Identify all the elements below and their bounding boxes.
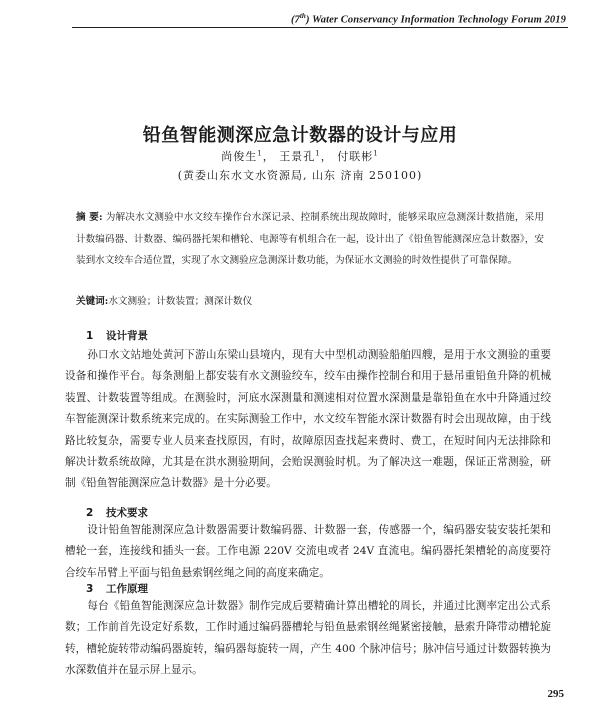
section-paragraph: 设计铅鱼智能测深应急计数器需要计数编码器、计数器一套，传感器一个，编码器安装安装托架和槽轮一套，连接线和插头一套。工作电源 220V 交流电或者 24V 直流电。编码器托架槽轮的高度要符合绞车吊臂上平面与铅鱼悬索钢丝绳之间的高度来确定。	[65, 524, 551, 579]
affiliation: (黄委山东水文水资源局, 山东 济南 250100)	[177, 169, 423, 182]
section-paragraph: 每台《铅鱼智能测深应急计数器》制作完成后要精确计算出槽轮的周长，并通过比测率定出公式系数；工作前首先设定好系数，工作时通过编码器槽轮与铅鱼悬索钢丝绳紧密接触，悬索升降带动槽轮旋转，槽轮旋转带动编码器旋转，编码器每旋转一周，产生 400 个脉冲信号；脉冲信号通过计数器转换为水深数值并在显示屏上显示。	[65, 600, 551, 677]
abstract	[76, 207, 544, 272]
paper-title: 铅鱼智能测深应急计数器的设计与应用	[142, 125, 458, 146]
running-head: (7th) Water Conservancy Information Technology Forum 2019	[290, 12, 566, 26]
author-list: 尚俊生$^1$， 王景孔$^1$， 付联彬$^1$	[221, 149, 379, 163]
section-heading: 3 工作原理	[86, 583, 148, 595]
abstract-text: 为解决水文测验中水文绞车操作台水深记录、控制系统出现故障时，能够采取应急测深计数措施，采用计数编码器、计数器、编码器托架和槽轮、电源等有机组合在一起，设计出了《铅鱼智能测深应急计数器》，安装到水文绞车合适位置，实现了水文测验应急测深计数功能，为保证水文测验的时效性提供了可靠保障。	[76, 212, 544, 266]
author: 尚俊生	[221, 150, 258, 163]
author: 付联彬	[337, 150, 374, 163]
section-heading: 1 设计背景	[86, 330, 148, 342]
page-number: 295	[547, 688, 564, 700]
keywords-label: 关键词:	[76, 296, 109, 307]
keywords	[76, 292, 544, 312]
abstract-label: 摘 要:	[76, 212, 103, 223]
section-paragraph: 孙口水文站地处黄河下游山东梁山县境内，现有大中型机动测验船舶四艘，是用于水文测验的重要设备和操作平台。每条测船上都安装有水文测验绞车，绞车由操作控制台和用于悬吊重铅鱼升降的机械装置、计数装置等组成。在测验时，河底水深测量和测速相对位置水深测量是靠铅鱼在水中升降通过绞车智能测深计数系统来完成的。在实际测验工作中，水文绞车智能水深计数器有时会出现故障，由于线路比较复杂，需要专业人员来查找原因，有时，故障原因查找起来费时、费工，在短时间内无法排除和解决计数系统故障，尤其是在洪水测验期间，会贻误测验时机。为了解决这一难题，保证正常测验，研制《铅鱼智能测深应急计数器》是十分必要。	[65, 349, 551, 490]
section-heading: 2 技术要求	[86, 507, 148, 519]
header-rule	[72, 27, 568, 28]
keywords-text: 水文测验；计数装置；测深计数仪	[108, 296, 253, 307]
author: 王景孔	[279, 150, 316, 163]
